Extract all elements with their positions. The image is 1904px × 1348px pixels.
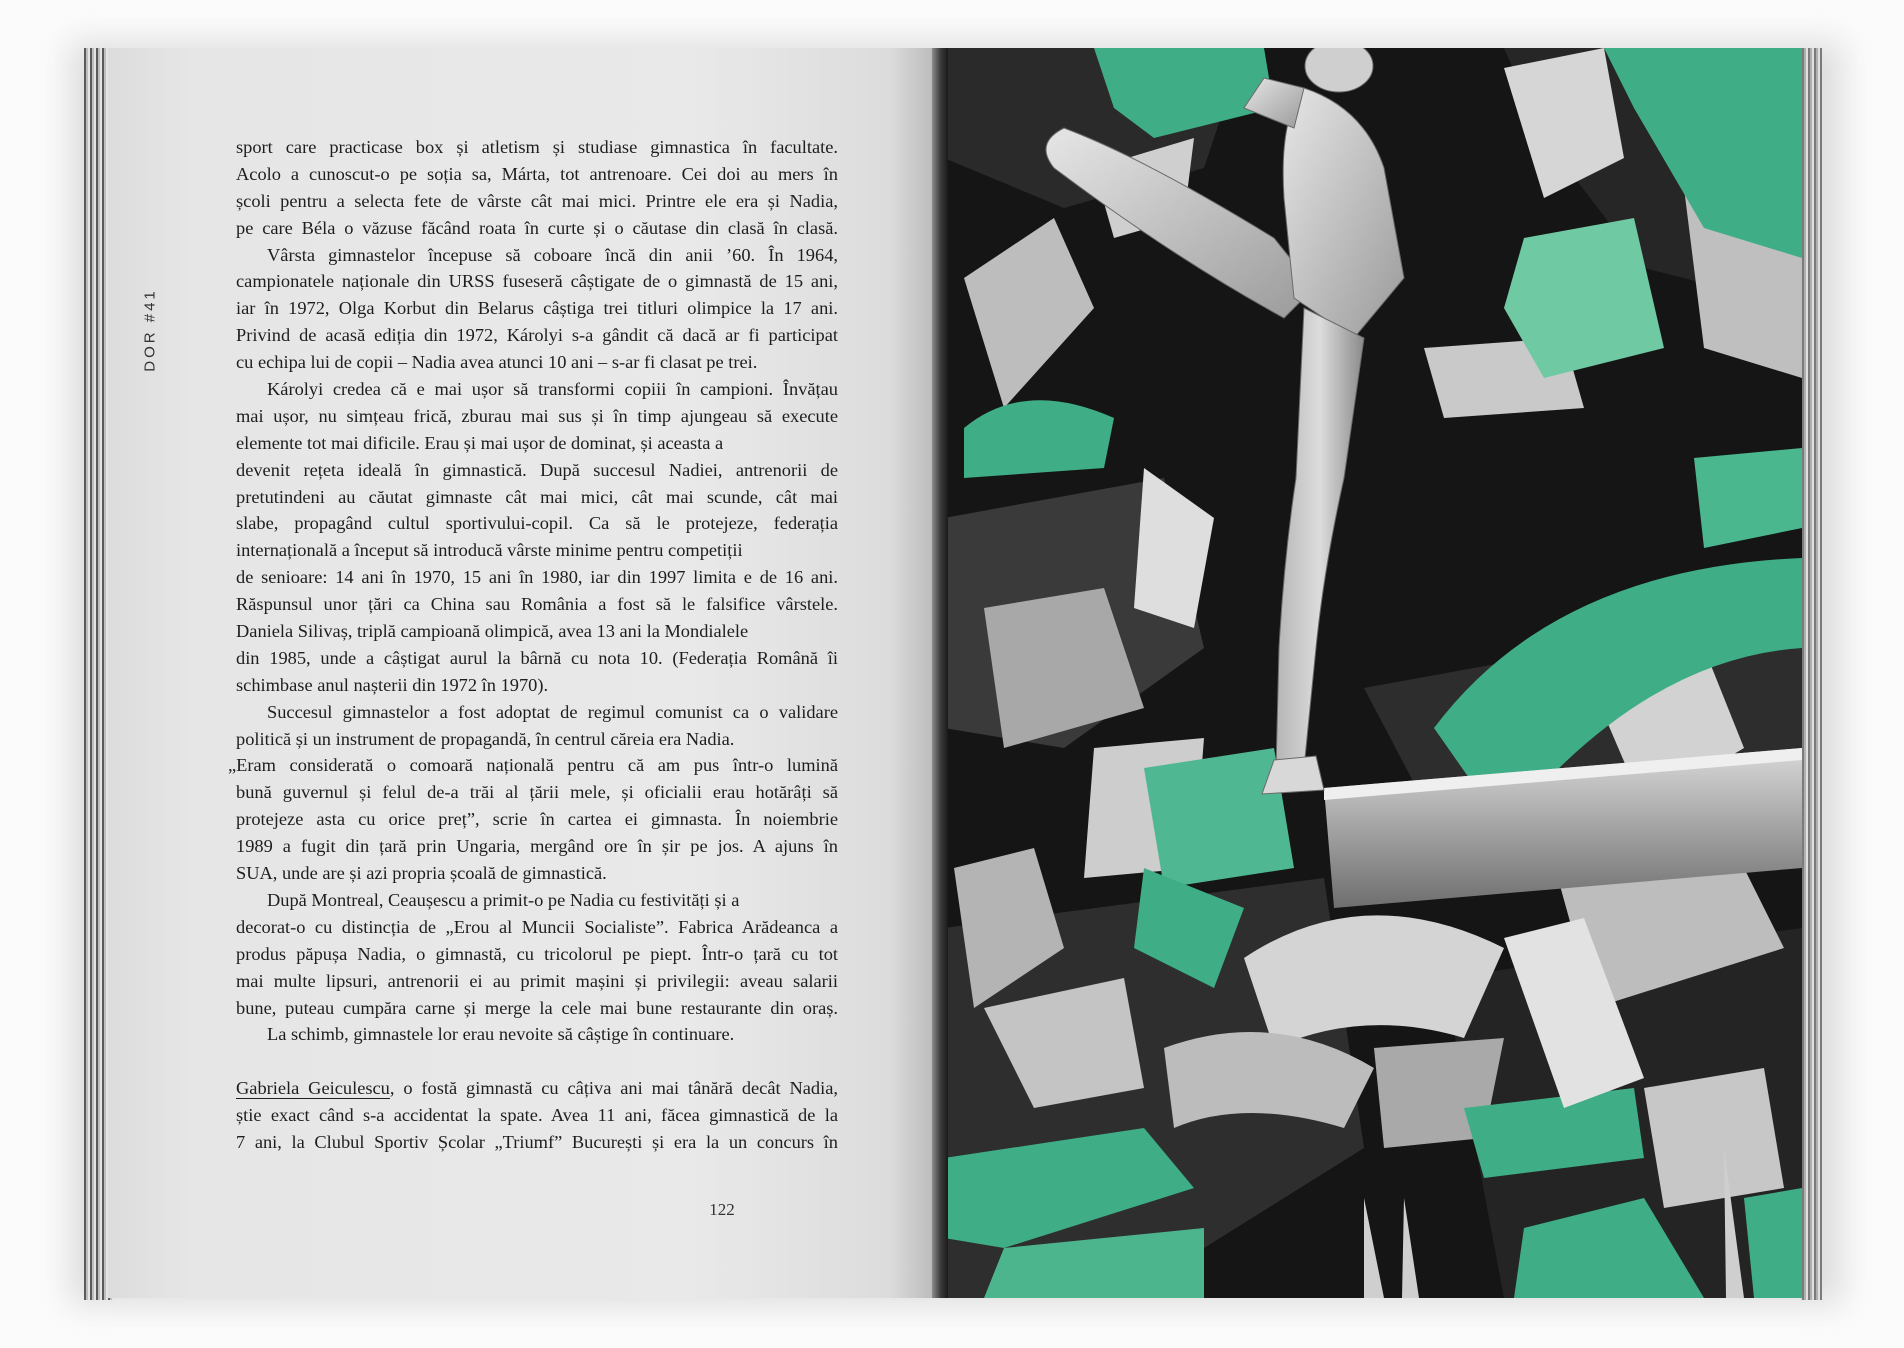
text-line: Acolo a cunoscut-o pe soția sa, Márta, tot antrenoare. Cei doi au mers în	[236, 163, 838, 184]
section-first-line	[236, 1075, 838, 1102]
text-line: Vârsta gimnastelor începuse să coboare încă din anii ’60. În 1964,	[267, 244, 838, 265]
page-number: 122	[709, 1200, 735, 1219]
text-line: schimbase anul nașterii din 1972 în 1970).	[236, 674, 549, 695]
text-line: bune, puteau cumpăra carne și merge la cele mai bune restaurante din oraș.	[236, 997, 838, 1018]
page-stack-right	[1800, 48, 1822, 1300]
text-line: campionatele naționale din URSS fuseseră câștigate de o gimnastă de 15 ani,	[236, 271, 838, 292]
text-line: protejeze asta cu orice preț”, scrie în cartea ei gimnasta. În noiembrie	[236, 809, 838, 830]
text-line: pretutindeni au căutat gimnaste cât mai mici, cât mai scunde, cât mai	[236, 486, 838, 507]
text-line: Daniela Silivaș, triplă campioană olimpică, avea 13 ani la Mondialele	[236, 621, 749, 642]
text-line: elemente tot mai dificile. Erau și mai ușor de dominat, și aceasta a	[236, 432, 724, 453]
text-line: devenit rețeta ideală în gimnastică. După succesul Nadiei, antrenorii de	[236, 459, 838, 480]
text-line: internațională a început să introducă vârste minime pentru competiții	[236, 540, 743, 561]
right-page-illustration	[944, 48, 1802, 1298]
text-line: din 1985, unde a câștigat aurul la bârnă cu nota 10. (Federația Română îi	[236, 647, 838, 668]
text-line: Privind de acasă ediția din 1972, Károlyi s-a gândit că dacă ar fi participat	[236, 325, 838, 346]
text-line: Succesul gimnastelor a fost adoptat de regimul comunist ca o validare	[267, 701, 838, 722]
text-line: SUA, unde are și azi propria școală de gimnastică.	[236, 863, 607, 884]
gymnastics-collage	[944, 48, 1802, 1298]
text-line: bună guvernul și felul de-a trăi al țării mele, și oficialii erau hotărâți să	[236, 782, 838, 803]
text-line: Károlyi credea că e mai ușor să transformi copiii în campioni. Învățau	[267, 379, 838, 400]
text-line: 1989 a fugit din țară prin Ungaria, mergând ore în șir pe jos. A ajuns în	[236, 836, 838, 857]
section-first-line-rest: , o fostă gimnastă cu câțiva ani mai tânără decât Nadia,	[389, 1078, 838, 1099]
text-line: de senioare: 14 ani în 1970, 15 ani în 1980, iar din 1997 limita e de 16 ani.	[236, 567, 838, 588]
article-body	[228, 134, 838, 1156]
text-line: La schimb, gimnastele lor erau nevoite să câștige în continuare.	[267, 1024, 735, 1045]
text-line: mai ușor, nu simțeau frică, zburau mai sus și în timp ajungeau să execute	[236, 405, 838, 426]
text-line: cu echipa lui de copii – Nadia avea atunci 10 ani – s-ar fi clasat pe trei.	[236, 352, 758, 373]
text-line: Răspunsul unor țări ca China sau România a fost să le falsifice vârstele.	[236, 594, 838, 615]
text-line: sport care practicase box și atletism și studiase gimnastica în facultate.	[236, 137, 838, 157]
text-line: produs păpușa Nadia, o gimnastă, cu tricolorul pe piept. Într-o țară cu tot	[236, 943, 838, 964]
text-line: pe care Béla o văzuse făcând roata în curte și o căutase din clasă în clasă.	[236, 217, 838, 238]
article-paragraphs	[228, 134, 838, 1048]
text-line: „Eram considerată o comoară națională pentru că am pus într-o lumină	[228, 755, 838, 776]
text-line: iar în 1972, Olga Korbut din Belarus câștiga trei titluri olimpice la 17 ani.	[236, 298, 838, 319]
running-head: DOR #41	[141, 288, 159, 372]
text-line: După Montreal, Ceaușescu a primit-o pe Nadia cu festivități și a	[267, 889, 740, 910]
text-line: decorat-o cu distincția de „Erou al Muncii Socialiste”. Fabrica Arădeanca a	[236, 916, 838, 937]
section-break	[236, 1048, 838, 1075]
text-line: școli pentru a selecta fete de vârste cât mai mici. Printre ele era și Nadia,	[236, 190, 838, 211]
text-line: slabe, propagând cultul sportivului-copil. Ca să le protejeze, federația	[236, 513, 838, 534]
text-line: mai multe lipsuri, antrenorii ei au primit mașini și privilegii: aveau salarii	[236, 970, 838, 991]
text-line: politică și un instrument de propagandă, în centrul căreia era Nadia.	[236, 728, 735, 749]
text-line: 7 ani, la Clubul Sportiv Școlar „Triumf” București și era la un concurs în	[236, 1131, 838, 1152]
gutter-shadow	[932, 48, 948, 1298]
text-line: știe exact când s-a accidentat la spate. Avea 11 ani, făcea gimnastică de la	[236, 1105, 838, 1126]
person-name[interactable]: Gabriela Geiculescu	[236, 1078, 390, 1099]
